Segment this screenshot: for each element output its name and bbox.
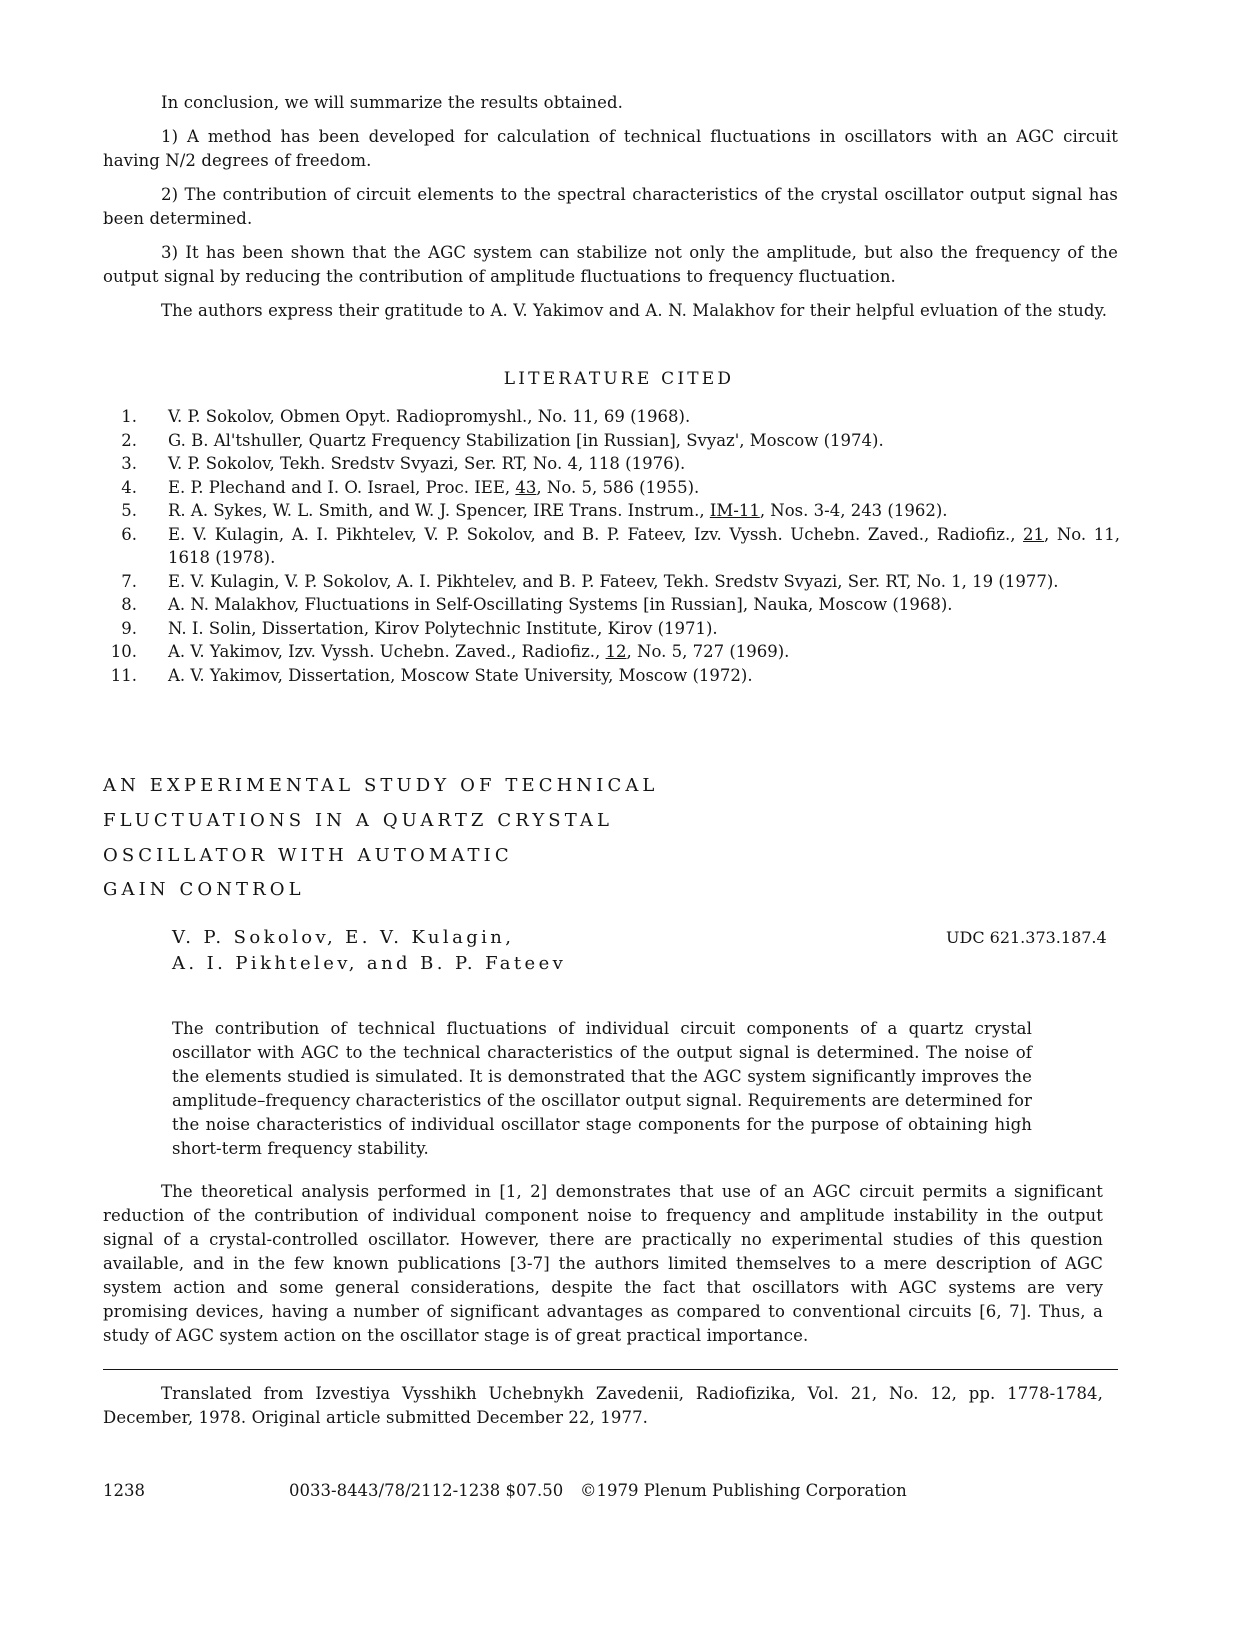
reference-item xyxy=(103,499,1120,523)
reference-text xyxy=(168,666,753,685)
reference-number: 2. xyxy=(121,430,137,450)
reference-list xyxy=(103,405,1120,687)
article-code: 0033-8443/78/2112-1238 $07.50 xyxy=(289,1481,564,1500)
literature-heading: LITERATURE CITED xyxy=(503,369,735,389)
reference-text xyxy=(168,572,1059,591)
reference-number: 8. xyxy=(121,595,137,614)
reference-item xyxy=(103,523,1120,570)
reference-text xyxy=(168,501,948,520)
authors xyxy=(172,925,566,977)
reference-segment: E. V. Kulagin, V. P. Sokolov, A. I. Pikhtelev, and B. P. Fateev, Tekh. Sredstv Svyazi, Ser. RT, No. 1, 19 (1977). xyxy=(168,571,1059,591)
footnote-text: Translated from Izvestiya Vysshikh Uchebnykh Zavedenii, Radiofizika, Vol. 21, No. 12, pp. 1778-1784, December, 1978. Original article submitted December 22, 1977. xyxy=(103,1384,1103,1427)
reference-segment: V. P. Sokolov, Obmen Opyt. Radiopromyshl., No. 11, 69 (1968). xyxy=(168,407,691,426)
reference-number: 7. xyxy=(121,571,137,591)
reference-text xyxy=(168,454,685,473)
footnote xyxy=(103,1382,1103,1430)
conclusion-item-3: 3) It has been shown that the AGC system can stabilize not only the amplitude, but also the frequency of the output signal by reducing the contribution of amplitude fluctuations to frequency fluctuation. xyxy=(103,243,1118,286)
conclusion-item-2: 2) The contribution of circuit elements to the spectral characteristics of the crystal oscillator output signal has been determined. xyxy=(103,185,1118,228)
reference-item xyxy=(103,570,1120,594)
article-title-line-2: FLUCTUATIONS IN A QUARTZ CRYSTAL xyxy=(103,810,614,831)
reference-number: 10. xyxy=(110,642,137,661)
reference-segment: G. B. Al'tshuller, Quartz Frequency Stabilization [in Russian], Svyaz', Moscow (1974). xyxy=(168,430,884,450)
reference-text xyxy=(168,525,1120,568)
reference-segment: A. N. Malakhov, Fluctuations in Self-Oscillating Systems [in Russian], Nauka, Moscow (1968). xyxy=(168,595,953,614)
reference-number: 5. xyxy=(121,501,137,520)
reference-number: 3. xyxy=(121,454,137,473)
abstract xyxy=(172,1017,1032,1161)
article-title-line-1: AN EXPERIMENTAL STUDY OF TECHNICAL xyxy=(103,775,659,796)
article-title-line-3: OSCILLATOR WITH AUTOMATIC xyxy=(103,845,513,866)
article-title-line-4: GAIN CONTROL xyxy=(103,879,305,900)
reference-segment: A. V. Yakimov, Izv. Vyssh. Uchebn. Zaved., Radiofiz., xyxy=(168,642,606,661)
conclusion-item-1: 1) A method has been developed for calculation of technical fluctuations in oscillators with an AGC circuit having N/2 degrees of freedom. xyxy=(103,127,1118,170)
reference-text xyxy=(168,407,690,426)
reference-segment: R. A. Sykes, W. L. Smith, and W. J. Spencer, IRE Trans. Instrum., xyxy=(168,501,710,520)
reference-volume: IM-11 xyxy=(709,501,760,520)
reference-item xyxy=(103,476,1120,500)
abstract-text: The contribution of technical fluctuations of individual circuit components of a quartz crystal oscillator with AGC to the technical characteristics of the output signal is determined. The noise of the elements studied is simulated. It is demonstrated that the AGC system significantly improves the amplitude–frequency characteristics of the oscillator output signal. Requirements are determined for the noise characteristics of individual oscillator stage components for the purpose of obtaining high short-term frequency stability. xyxy=(172,1019,1032,1158)
authors-line-1: V. P. Sokolov, E. V. Kulagin, xyxy=(172,927,515,948)
reference-number: 4. xyxy=(121,477,137,497)
conclusion-intro: In conclusion, we will summarize the results obtained. xyxy=(161,93,624,112)
reference-volume: 12 xyxy=(605,642,627,661)
reference-number: 6. xyxy=(121,524,137,544)
footnote-divider xyxy=(103,1369,1118,1370)
reference-segment: E. P. Plechand and I. O. Israel, Proc. IEE, xyxy=(168,477,516,497)
reference-item xyxy=(103,429,1120,453)
reference-text xyxy=(168,478,699,497)
reference-number: 11. xyxy=(110,665,137,685)
authors-line-2: A. I. Pikhtelev, and B. P. Fateev xyxy=(172,953,567,974)
body-paragraph: The theoretical analysis performed in [1, 2] demonstrates that use of an AGC circuit permits a significant reduction of the contribution of individual component noise to frequency and amplitude instability in the output signal of a crystal-controlled oscillator. However, there are practically no experimental studies of this question available, and in the few known publications [3-7] the authors limited themselves to a mere description of AGC system action and some general considerations, despite the fact that oscillators with AGC systems are very promising devices, having a number of significant advantages as compared to conventional circuits [6, 7]. Thus, a study of AGC system action on the oscillator stage is of great practical importance. xyxy=(103,1182,1103,1345)
conclusion-section xyxy=(103,91,1118,323)
reference-segment: N. I. Solin, Dissertation, Kirov Polytechnic Institute, Kirov (1971). xyxy=(168,618,718,638)
reference-text xyxy=(168,642,789,661)
reference-segment: , Nos. 3-4, 243 (1962). xyxy=(759,501,948,520)
reference-text xyxy=(168,595,953,614)
reference-number: 9. xyxy=(121,618,137,638)
reference-item xyxy=(103,664,1120,688)
reference-item xyxy=(103,405,1120,429)
reference-number: 1. xyxy=(121,407,137,426)
reference-item xyxy=(103,617,1120,641)
copyright: ©1979 Plenum Publishing Corporation xyxy=(580,1481,907,1500)
reference-segment: , No. 5, 586 (1955). xyxy=(536,477,700,497)
reference-segment: , No. 11, 1618 (1978). xyxy=(168,524,1120,567)
reference-volume: 43 xyxy=(515,477,537,497)
reference-segment: , No. 5, 727 (1969). xyxy=(626,642,790,661)
udc-code: UDC 621.373.187.4 xyxy=(946,928,1107,947)
reference-item xyxy=(103,640,1120,664)
reference-segment: A. V. Yakimov, Dissertation, Moscow State University, Moscow (1972). xyxy=(168,665,753,685)
reference-text xyxy=(168,431,884,450)
reference-item xyxy=(103,593,1120,617)
reference-text xyxy=(168,619,718,638)
page-number: 1238 xyxy=(103,1481,145,1500)
reference-segment: V. P. Sokolov, Tekh. Sredstv Svyazi, Ser. RT, No. 4, 118 (1976). xyxy=(168,454,686,473)
acknowledgement: The authors express their gratitude to A. V. Yakimov and A. N. Malakhov for their helpful evluation of the study. xyxy=(161,301,1108,320)
body-section xyxy=(103,1180,1103,1348)
reference-volume: 21 xyxy=(1023,524,1045,544)
reference-segment: E. V. Kulagin, A. I. Pikhtelev, V. P. Sokolov, and B. P. Fateev, Izv. Vyssh. Uchebn. Zaved., Radiofiz., xyxy=(168,524,1024,544)
reference-item xyxy=(103,452,1120,476)
